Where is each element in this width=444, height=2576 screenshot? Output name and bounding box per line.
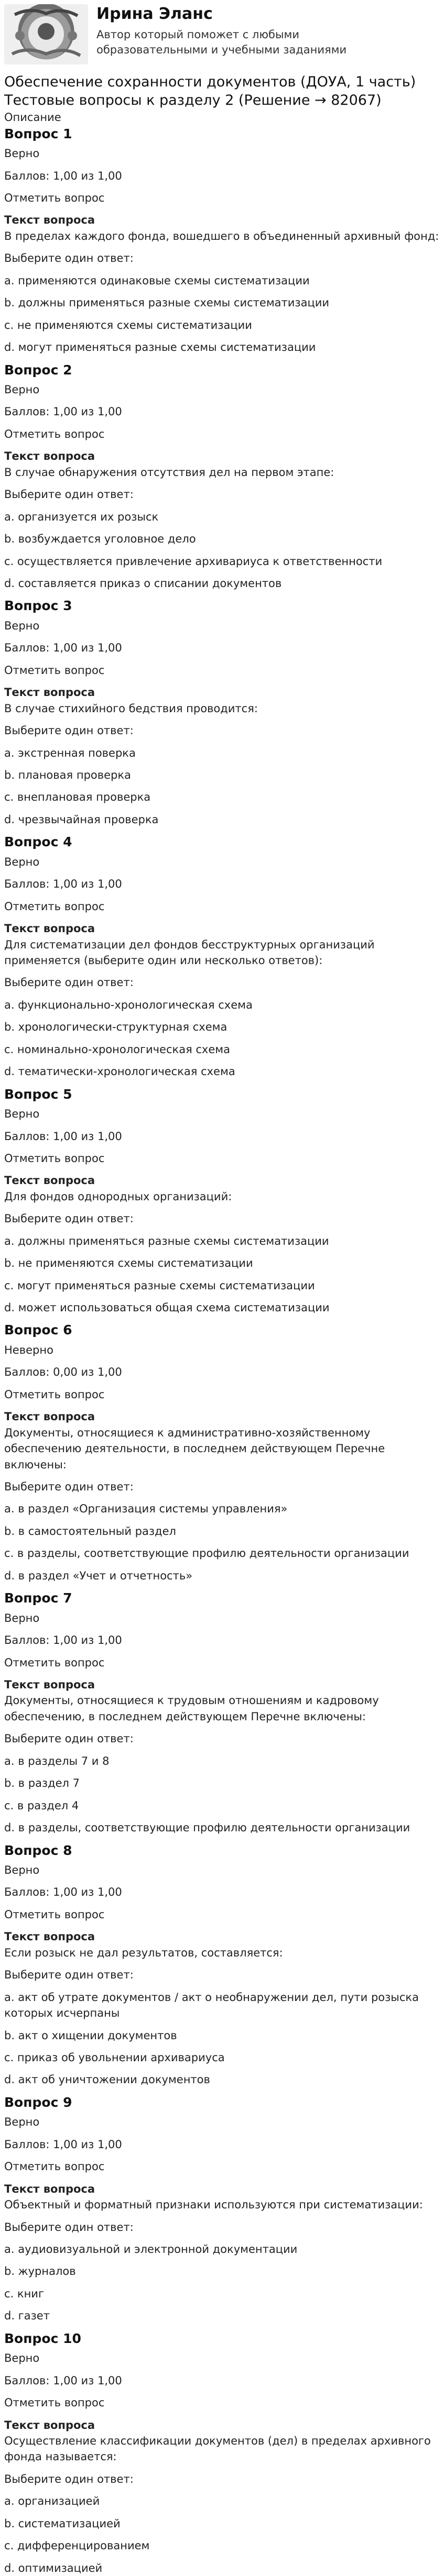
question-number: Вопрос 2 [4,362,72,378]
answer-option[interactable]: d. могут применяться разные схемы систематизации [4,341,316,354]
answer-option[interactable]: c. в раздел 4 [4,1799,79,1812]
question-text: Осуществление классификации документов (дел) в пределах архивного фонда называется: [4,2434,431,2463]
author-description: Автор который поможет с любыми образовательными и учебными заданиями [96,28,347,56]
question-block [4,2094,440,2324]
question-score: Баллов: 1,00 из 1,00 [4,2138,122,2151]
choose-one-label: Выберите один ответ: [4,1480,134,1493]
flag-question-link[interactable]: Отметить вопрос [4,1388,105,1401]
answer-option[interactable]: a. в раздел «Организация системы управления» [4,1502,288,1516]
question-number: Вопрос 1 [4,126,72,141]
question-score: Баллов: 1,00 из 1,00 [4,169,122,182]
choose-one-label: Выберите один ответ: [4,724,134,737]
question-score: Баллов: 1,00 из 1,00 [4,405,122,418]
page-title: Обеспечение сохранности документов (ДОУА, 1 часть) Тестовые вопросы к разделу 2 (Решение → 82067) [4,74,416,109]
question-number: Вопрос 6 [4,1322,72,1338]
question-text-label: Текст вопроса [4,1930,95,1943]
question-text-label: Текст вопроса [4,922,95,935]
answer-option[interactable]: a. в разделы 7 и 8 [4,1754,110,1767]
question-text-label: Текст вопроса [4,2418,95,2431]
choose-one-label: Выберите один ответ: [4,1212,134,1225]
question-block [4,2330,440,2576]
question-status: Верно [4,619,40,632]
question-status: Верно [4,147,40,160]
question-score: Баллов: 1,00 из 1,00 [4,1886,122,1899]
answer-option[interactable]: a. аудиовизуальной и электронной документации [4,2242,298,2256]
question-block [4,598,440,827]
question-text: Документы, относящиеся к административно-хозяйственному обеспечению деятельности, в последнем действующем Перечне включены: [4,1426,385,1471]
answer-option[interactable]: b. плановая проверка [4,768,131,781]
answer-option[interactable]: c. могут применяться разные схемы систематизации [4,1279,315,1292]
question-block [4,362,440,592]
question-text-label: Текст вопроса [4,450,95,463]
question-status: Верно [4,383,40,396]
avatar-art-icon [4,4,88,64]
question-number: Вопрос 7 [4,1590,72,1606]
question-block [4,1086,440,1316]
answer-option[interactable]: a. организацией [4,2495,100,2508]
question-block [4,1842,440,2088]
answer-option[interactable]: c. дифференцированием [4,2539,150,2552]
answer-option[interactable]: d. акт об уничтожении документов [4,2073,210,2086]
question-text: Для систематизации дел фондов бесструктурных организаций применяется (выберите один или несколько ответов): [4,938,375,967]
question-score: Баллов: 1,00 из 1,00 [4,1130,122,1143]
choose-one-label: Выберите один ответ: [4,1732,134,1745]
question-status: Верно [4,2116,40,2129]
answer-option[interactable]: c. не применяются схемы систематизации [4,318,252,331]
answer-option[interactable]: d. тематически-хронологическая схема [4,1065,235,1078]
question-status: Неверно [4,1343,53,1356]
answer-option[interactable]: c. приказ об увольнении архивариуса [4,2051,225,2064]
question-text: В пределах каждого фонда, вошедшего в объединенный архивный фонд: [4,229,439,242]
question-status: Верно [4,2352,40,2365]
question-block [4,1590,440,1836]
choose-one-label: Выберите один ответ: [4,2220,134,2234]
flag-question-link[interactable]: Отметить вопрос [4,1908,105,1921]
question-score: Баллов: 1,00 из 1,00 [4,1634,122,1647]
question-block [4,834,440,1079]
question-text: В случае обнаружения отсутствия дел на первом этапе: [4,466,334,479]
answer-option[interactable]: c. номинально-хронологическая схема [4,1043,230,1056]
question-status: Верно [4,1611,40,1624]
answer-option[interactable]: c. в разделы, соответствующие профилю деятельности организации [4,1547,409,1560]
answer-option[interactable]: a. применяются одинаковые схемы систематизации [4,274,310,287]
author-card [4,0,440,65]
question-score: Баллов: 0,00 из 1,00 [4,1366,122,1379]
answer-option[interactable]: d. газет [4,2309,50,2323]
question-text-label: Текст вопроса [4,2182,95,2195]
answer-option[interactable]: b. систематизацией [4,2517,121,2530]
answer-option[interactable]: b. в раздел 7 [4,1777,80,1790]
avatar-illustration-icon[interactable] [4,4,88,64]
flag-question-link[interactable]: Отметить вопрос [4,2160,105,2173]
answer-option[interactable]: b. возбуждается уголовное дело [4,533,196,546]
question-text: В случае стихийного бедствия проводится: [4,702,258,715]
answer-option[interactable]: d. оптимизацией [4,2561,103,2574]
question-text-label: Текст вопроса [4,1410,95,1423]
question-status: Верно [4,1864,40,1876]
question-text: Для фондов однородных организаций: [4,1190,232,1203]
choose-one-label: Выберите один ответ: [4,976,134,989]
question-status: Верно [4,855,40,868]
choose-one-label: Выберите один ответ: [4,1969,134,1982]
answer-option[interactable]: a. акт об утрате документов / акт о необнаружении дел, пути розыска которых исчерпаны [4,1991,419,2020]
flag-question-link[interactable]: Отметить вопрос [4,1152,105,1165]
question-text-label: Текст вопроса [4,686,95,699]
question-text-label: Текст вопроса [4,1174,95,1187]
question-text-label: Текст вопроса [4,1678,95,1691]
question-status: Верно [4,1108,40,1121]
questions-list [4,126,440,2576]
author-info [96,4,406,58]
question-text: Документы, относящиеся к трудовым отношениям и кадровому обеспечению, в последнем действующем Перечне включены: [4,1694,379,1723]
answer-option[interactable]: a. функционально-хронологическая схема [4,998,253,1011]
question-text: Объектный и форматный признаки используются при систематизации: [4,2198,423,2212]
question-score: Баллов: 1,00 из 1,00 [4,878,122,891]
question-text: Если розыск не дал результатов, составляется: [4,1946,283,1959]
answer-option[interactable]: b. не применяются схемы систематизации [4,1257,253,1270]
answer-option[interactable]: c. внеплановая проверка [4,791,151,804]
flag-question-link[interactable]: Отметить вопрос [4,900,105,913]
answer-option[interactable]: d. составляется приказ о списании документов [4,577,282,590]
question-number: Вопрос 8 [4,1842,72,1858]
question-block [4,126,440,356]
choose-one-label: Выберите один ответ: [4,488,134,501]
question-number: Вопрос 9 [4,2094,72,2110]
question-text-label: Текст вопроса [4,214,95,227]
question-number: Вопрос 3 [4,598,72,614]
answer-option[interactable]: a. организуется их розыск [4,510,159,523]
flag-question-link[interactable]: Отметить вопрос [4,427,105,440]
question-number: Вопрос 10 [4,2330,81,2346]
answer-option[interactable]: c. осуществляется привлечение архивариуса к ответственности [4,555,383,568]
choose-one-label: Выберите один ответ: [4,2472,134,2485]
description-label: Описание [4,111,61,124]
choose-one-label: Выберите один ответ: [4,252,134,265]
answer-option[interactable]: a. должны применяться разные схемы систематизации [4,1234,329,1247]
question-number: Вопрос 4 [4,834,72,850]
question-score: Баллов: 1,00 из 1,00 [4,2374,122,2387]
flag-question-link[interactable]: Отметить вопрос [4,1656,105,1669]
answer-option[interactable]: d. в разделы, соответствующие профилю деятельности организации [4,1821,410,1834]
question-number: Вопрос 5 [4,1086,72,1102]
flag-question-link[interactable]: Отметить вопрос [4,192,105,204]
answer-option[interactable]: d. в раздел «Учет и отчетность» [4,1569,193,1582]
flag-question-link[interactable]: Отметить вопрос [4,664,105,677]
question-block [4,1322,440,1584]
answer-option[interactable]: d. чрезвычайная проверка [4,813,159,826]
question-score: Баллов: 1,00 из 1,00 [4,642,122,655]
answer-option[interactable]: b. должны применяться разные схемы систематизации [4,296,330,309]
author-name[interactable]: Ирина Эланс [96,5,213,23]
answer-option[interactable]: d. может использоваться общая схема систематизации [4,1301,330,1314]
answer-option[interactable]: b. хронологически-структурная схема [4,1021,228,1034]
answer-option[interactable]: b. в самостоятельный раздел [4,1524,176,1538]
answer-option[interactable]: c. книг [4,2287,44,2300]
answer-option[interactable]: a. экстренная поверка [4,746,136,759]
answer-option[interactable]: b. журналов [4,2265,76,2278]
answer-option[interactable]: b. акт о хищении документов [4,2029,177,2042]
flag-question-link[interactable]: Отметить вопрос [4,2396,105,2409]
